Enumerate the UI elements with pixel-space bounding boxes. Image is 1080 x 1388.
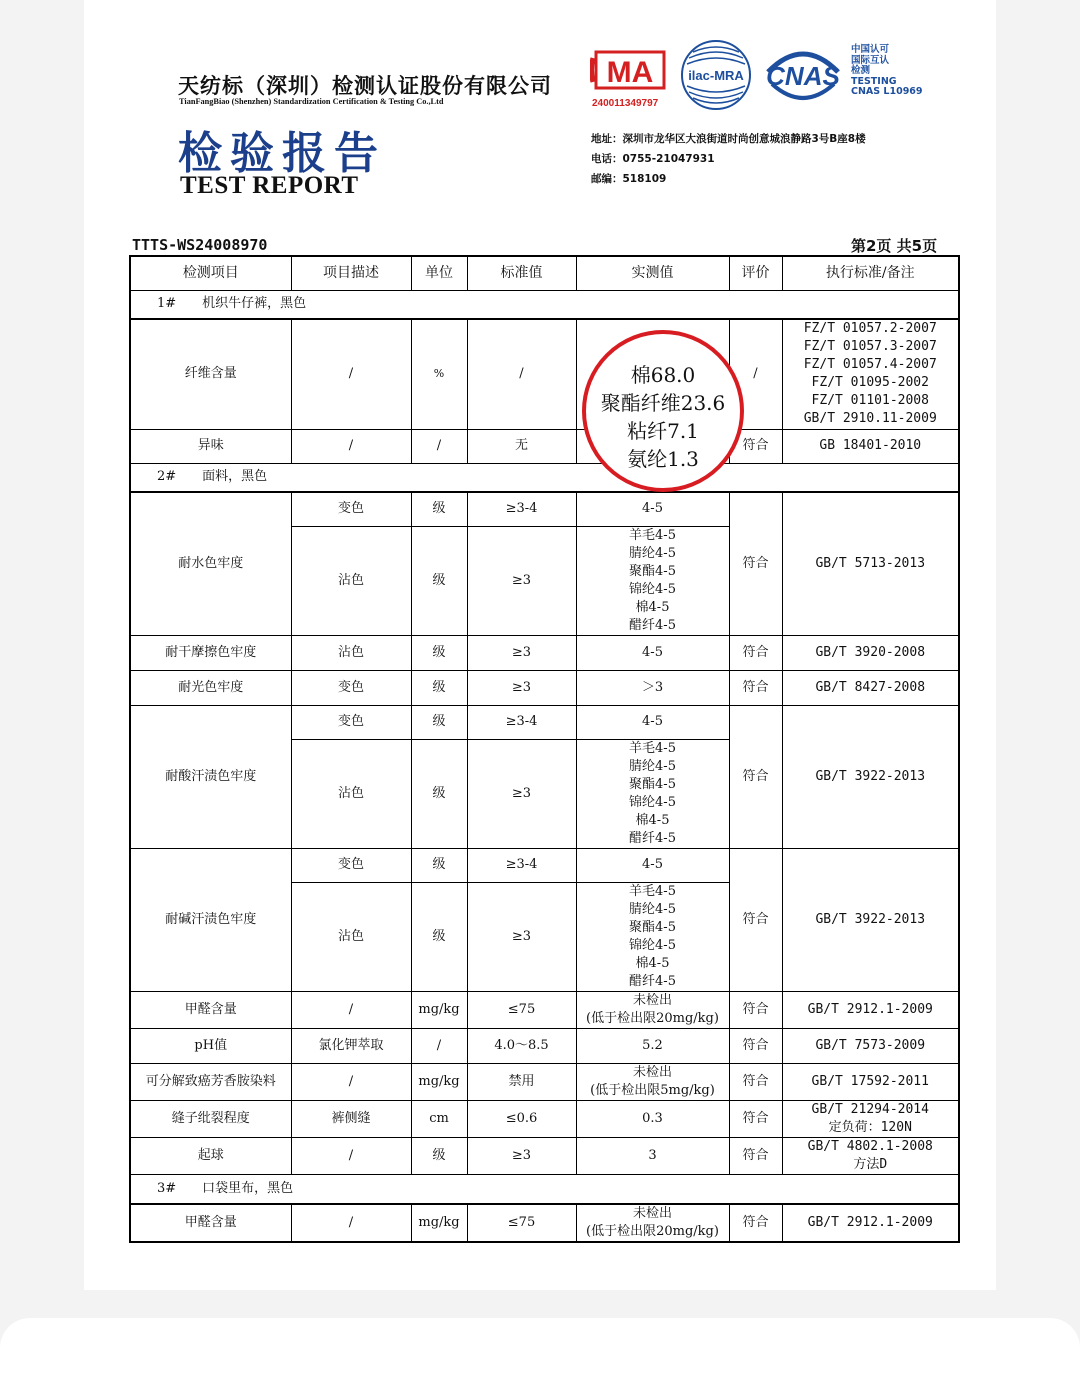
stain-result: 腈纶4-5 [629, 901, 676, 917]
standard-line: GB/T 4802.1-2008 [807, 1138, 933, 1154]
cell-unit: 级 [411, 635, 467, 670]
cell-unit: 级 [411, 882, 467, 991]
cell-unit: 级 [411, 1137, 467, 1174]
cell-std: ≥3 [467, 635, 576, 670]
address: 地址：深圳市龙华区大浪街道时尚创意城浪静路3号B座8楼 [591, 133, 866, 145]
cell-desc: 变色 [291, 705, 411, 739]
section-row [130, 463, 959, 492]
stain-result: 聚酯4-5 [629, 563, 676, 579]
stain-result: 腈纶4-5 [629, 545, 676, 561]
header-measured-value: 实测值 [576, 256, 729, 290]
cell-result [576, 1063, 729, 1100]
stain-result: 聚酯4-5 [629, 919, 676, 935]
stain-result: 棉4-5 [635, 599, 670, 615]
cell-unit: 级 [411, 705, 467, 739]
cell-unit: mg/kg [411, 1063, 467, 1100]
cell-item: 耐光色牢度 [130, 670, 291, 705]
cell-eval: 符合 [729, 848, 782, 991]
cell-desc: / [291, 991, 411, 1028]
header-standard-value: 标准值 [467, 256, 576, 290]
cell-eval: 符合 [729, 670, 782, 705]
cell-unit: / [411, 1028, 467, 1063]
stain-result: 锦纶4-5 [629, 794, 676, 810]
cell-unit: mg/kg [411, 1204, 467, 1242]
cell-result: 4-5 [576, 635, 729, 670]
cell-std: ≥3 [467, 739, 576, 848]
cell-desc: / [291, 319, 411, 429]
cell-item: 异味 [130, 429, 291, 463]
cell-standard: GB/T 7573-2009 [782, 1028, 959, 1063]
cell-desc: 沾色 [291, 635, 411, 670]
cell-item: 可分解致癌芳香胺染料 [130, 1063, 291, 1100]
table-row [130, 1028, 959, 1063]
header-description: 项目描述 [291, 256, 411, 290]
cell-std: ≥3-4 [467, 492, 576, 526]
svg-text:CNAS: CNAS [766, 61, 840, 91]
stain-result: 羊毛4-5 [629, 740, 676, 756]
cell-item: 缝子纰裂程度 [130, 1100, 291, 1137]
bottom-panel [0, 1318, 1080, 1388]
result-line: (低于检出限20mg/kg) [586, 1010, 719, 1026]
cell-std: 禁用 [467, 1063, 576, 1100]
cell-item: 起球 [130, 1137, 291, 1174]
cell-result [576, 991, 729, 1028]
table-row [130, 1063, 959, 1100]
table-row [130, 848, 959, 882]
cell-eval: 符合 [729, 1100, 782, 1137]
cell-result [576, 882, 729, 991]
cell-std: ≥3 [467, 526, 576, 635]
svg-text:ilac-MRA: ilac-MRA [688, 68, 744, 83]
cell-eval: 符合 [729, 1028, 782, 1063]
cell-desc: 沾色 [291, 882, 411, 991]
cell-standard: GB/T 8427-2008 [782, 670, 959, 705]
table-row [130, 635, 959, 670]
cell-std: ≥3-4 [467, 848, 576, 882]
result-line: (低于检出限20mg/kg) [586, 1224, 719, 1239]
cell-result: 4-5 [576, 848, 729, 882]
cell-result: 4-5 [576, 492, 729, 526]
cell-std: ≥3-4 [467, 705, 576, 739]
cell-std: 4.0～8.5 [467, 1028, 576, 1063]
cell-standard: GB/T 5713-2013 [782, 492, 959, 635]
stain-result: 锦纶4-5 [629, 581, 676, 597]
section-row [130, 1174, 959, 1204]
ilac-mra-logo [679, 38, 753, 112]
cell-desc: 裤侧缝 [291, 1100, 411, 1137]
cell-item: 甲醛含量 [130, 1204, 291, 1242]
cell-standard: GB/T 2912.1-2009 [782, 991, 959, 1028]
cell-result: 4-5 [576, 705, 729, 739]
cnas-accreditation-text: 中国认可 国际互认 检测 TESTING CNAS L10969 [851, 44, 923, 97]
cell-item: pH值 [130, 1028, 291, 1063]
result-line: 未检出 [632, 1206, 672, 1221]
postcode: 邮编：518109 [591, 173, 667, 185]
stain-result: 棉4-5 [635, 812, 670, 828]
result-line: 未检出 [632, 1064, 672, 1080]
section-label: 3# 口袋里布，黑色 [130, 1174, 959, 1204]
cell-item: 纤维含量 [130, 319, 291, 429]
standard-line: FZ/T 01057.3-2007 [803, 339, 937, 355]
cell-std: ≤75 [467, 1204, 576, 1242]
cell-unit: cm [411, 1100, 467, 1137]
table-row [130, 705, 959, 739]
cell-desc: / [291, 1137, 411, 1174]
section-label: 2# 面料，黑色 [130, 463, 959, 492]
table-row [130, 1204, 959, 1242]
cell-result [576, 739, 729, 848]
cell-item: 耐酸汗渍色牢度 [130, 705, 291, 848]
cell-std: ≤75 [467, 991, 576, 1028]
stain-result: 醋纤4-5 [629, 973, 676, 989]
cell-desc: 变色 [291, 848, 411, 882]
header-item: 检测项目 [130, 256, 291, 290]
cell-eval: 符合 [729, 1063, 782, 1100]
standard-line: GB/T 21294-2014 [811, 1101, 929, 1117]
table-row [130, 492, 959, 526]
cell-eval: 符合 [729, 991, 782, 1028]
cell-desc: / [291, 429, 411, 463]
cell-standard: GB/T 3920-2008 [782, 635, 959, 670]
table-header-row [130, 256, 959, 290]
stain-result: 醋纤4-5 [629, 617, 676, 633]
phone: 电话：0755-21047931 [591, 153, 715, 165]
section-label: 1# 机织牛仔裤，黑色 [130, 290, 959, 319]
company-name-cn: 天纺标（深圳）检测认证股份有限公司 [178, 74, 552, 98]
standard-line: FZ/T 01057.2-2007 [803, 321, 937, 337]
svg-text:MA: MA [606, 56, 654, 89]
table-row [130, 319, 959, 429]
cell-result: 5.2 [576, 1028, 729, 1063]
cell-desc: 变色 [291, 670, 411, 705]
standard-line: FZ/T 01095-2002 [811, 375, 929, 391]
cnas-logo [758, 42, 848, 108]
cell-eval: 符合 [729, 1137, 782, 1174]
cell-unit: 级 [411, 492, 467, 526]
cell-unit: mg/kg [411, 991, 467, 1028]
header-standard-remark: 执行标准/备注 [782, 256, 959, 290]
cell-unit: 级 [411, 848, 467, 882]
cell-result [576, 1204, 729, 1242]
cell-standard: GB/T 2912.1-2009 [782, 1204, 959, 1242]
cell-desc: / [291, 1204, 411, 1242]
cell-standard: GB/T 17592-2011 [782, 1063, 959, 1100]
cell-std: ≥3 [467, 1137, 576, 1174]
cell-standard [782, 319, 959, 429]
table-row [130, 1137, 959, 1174]
cell-desc: / [291, 1063, 411, 1100]
cell-standard [782, 1100, 959, 1137]
cell-standard: GB/T 3922-2013 [782, 848, 959, 991]
cell-result: ＞3 [576, 670, 729, 705]
cell-eval: 符合 [729, 705, 782, 848]
stain-result: 羊毛4-5 [629, 883, 676, 899]
result-line: (低于检出限5mg/kg) [590, 1082, 715, 1098]
table-row [130, 429, 959, 463]
cell-standard: GB/T 3922-2013 [782, 705, 959, 848]
cell-std: ≥3 [467, 882, 576, 991]
cell-unit: 级 [411, 526, 467, 635]
table-row [130, 670, 959, 705]
composition-line: 聚酯纤维23.6 [600, 391, 726, 415]
cell-desc: 沾色 [291, 526, 411, 635]
cell-item: 甲醛含量 [130, 991, 291, 1028]
cell-std: / [467, 319, 576, 429]
cell-desc: 氯化钾萃取 [291, 1028, 411, 1063]
cma-number: 240011349797 [592, 98, 659, 109]
cell-item: 耐水色牢度 [130, 492, 291, 635]
cell-unit: 级 [411, 670, 467, 705]
result-line: 未检出 [632, 992, 672, 1008]
cell-item: 耐干摩擦色牢度 [130, 635, 291, 670]
fiber-composition-annotation [582, 330, 744, 492]
cell-result: 0.3 [576, 1100, 729, 1137]
cell-result [576, 526, 729, 635]
cell-eval: 符合 [729, 1204, 782, 1242]
report-title-cn: 检验报告 [178, 128, 386, 179]
report-number: TTTS-WS24008970 [132, 236, 268, 254]
composition-line: 棉68.0 [630, 363, 696, 387]
cell-item: 耐碱汗渍色牢度 [130, 848, 291, 991]
section-row [130, 290, 959, 319]
report-title-en: TEST REPORT [180, 172, 359, 199]
cell-std: ≤0.6 [467, 1100, 576, 1137]
cell-unit: % [411, 319, 467, 429]
table-row [130, 991, 959, 1028]
cell-eval: 符合 [729, 429, 782, 463]
cell-eval: 符合 [729, 635, 782, 670]
stain-result: 羊毛4-5 [629, 527, 676, 543]
composition-line: 粘纤7.1 [627, 419, 699, 443]
table-row [130, 1100, 959, 1137]
header-evaluation: 评价 [729, 256, 782, 290]
company-name-en: TianFangBiao (Shenzhen) Standardization Certification & Testing Co.,Ltd [179, 97, 444, 106]
cell-std: ≥3 [467, 670, 576, 705]
standard-line: 方法D [853, 1156, 888, 1172]
cell-standard [782, 1137, 959, 1174]
standard-line: FZ/T 01101-2008 [811, 393, 929, 409]
page-indicator: 第2页 共5页 [851, 237, 938, 255]
cell-standard: GB 18401-2010 [782, 429, 959, 463]
cell-unit: 级 [411, 739, 467, 848]
test-results-table [129, 255, 960, 1243]
standard-line: GB/T 2910.11-2009 [803, 411, 937, 427]
standard-line: FZ/T 01057.4-2007 [803, 357, 937, 373]
stain-result: 棉4-5 [635, 955, 670, 971]
header-unit: 单位 [411, 256, 467, 290]
cell-eval: 符合 [729, 492, 782, 635]
cell-std: 无 [467, 429, 576, 463]
stain-result: 聚酯4-5 [629, 776, 676, 792]
stain-result: 醋纤4-5 [629, 830, 676, 846]
composition-line: 氨纶1.3 [627, 447, 699, 471]
cma-logo [590, 44, 670, 96]
stain-result: 锦纶4-5 [629, 937, 676, 953]
cell-eval: / [729, 319, 782, 429]
cell-unit: / [411, 429, 467, 463]
cell-result: 3 [576, 1137, 729, 1174]
standard-line: 定负荷：120N [828, 1119, 912, 1135]
cell-desc: 变色 [291, 492, 411, 526]
cell-desc: 沾色 [291, 739, 411, 848]
stain-result: 腈纶4-5 [629, 758, 676, 774]
